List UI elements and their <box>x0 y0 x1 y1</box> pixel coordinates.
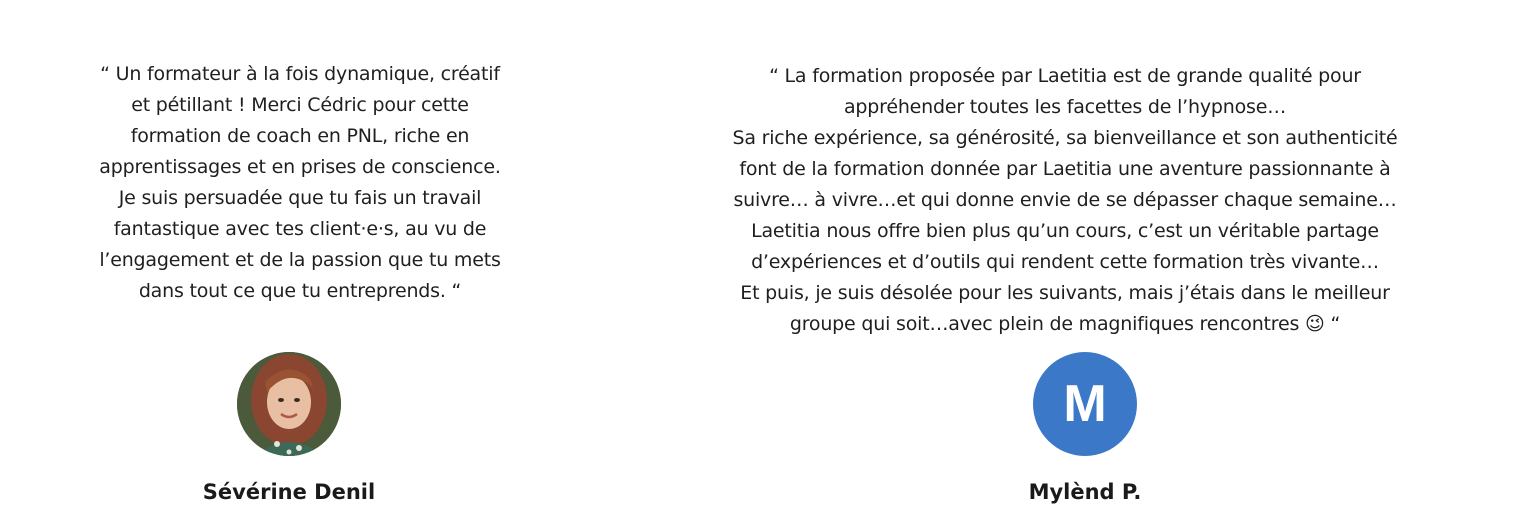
author-avatar: M <box>1033 352 1137 456</box>
testimonial-quote: “ La formation proposée par Laetitia est de grande qualité pour appréhender toutes les facettes de l’hypnose… Sa riche expérience, sa générosité, sa bienveillance et son authenticité font de la formation donnée par Laetitia une aventure passionnante à suivre… à vivre…et qui donne envie de se dépasser chaque semaine… Laetitia nous offre bien plus qu’un cours, c’est un véritable partage d’expériences et d’outils qui rendent cette formation très vivante… Et puis, je suis désolée pour les suivants, mais j’étais dans le meilleur groupe qui soit…avec plein de magnifiques rencontres 😉 “ <box>732 65 1398 335</box>
testimonial-quote: “ Un formateur à la fois dynamique, créatif et pétillant ! Merci Cédric pour cette formation de coach en PNL, riche en apprentissages et en prises de conscience. Je suis persuadée que tu fais un travail fantastique avec tes client·e·s, au vu de l’engagement et de la passion que tu mets dans tout ce que tu entreprends. “ <box>99 63 501 302</box>
testimonial-card-1 <box>40 0 560 504</box>
testimonial-card-2 <box>640 0 1490 504</box>
author-name: Mylènd P. <box>1028 480 1142 504</box>
author-avatar <box>237 352 341 456</box>
person-photo-icon <box>237 352 341 456</box>
author-name: Sévérine Denil <box>202 480 376 504</box>
